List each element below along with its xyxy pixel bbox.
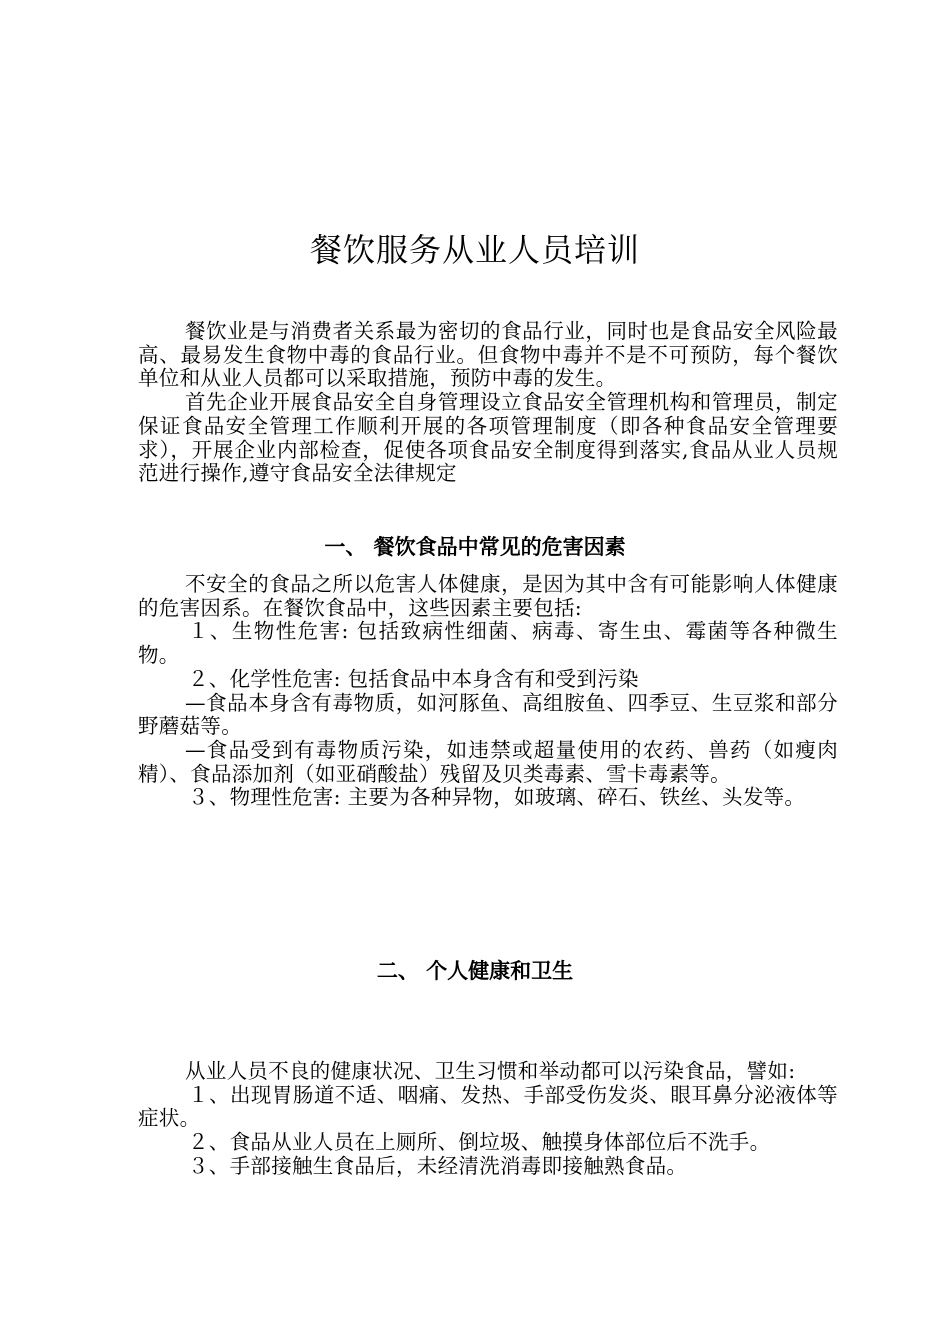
section-1-item-1: １、生物性危害: 包括致病性细菌、病毒、寄生虫、霉菌等各种微生物。 (138, 619, 838, 668)
section-1-paragraph: 不安全的食品之所以危害人体健康，是因为其中含有可能影响人体健康的危害因系。在餐饮食品中，这些因素主要包括: (138, 572, 838, 620)
section-2-item-1: １、出现胃肠道不适、咽痛、发热、手部受伤发炎、眼耳鼻分泌液体等症状。 (138, 1082, 838, 1131)
intro-paragraph-1: 餐饮业是与消费者关系最为密切的食品行业，同时也是食品安全风险最高、最易发生食物中毒的食品行业。但食物中毒并不是不可预防，每个餐饮单位和从业人员都可以采取措施，预防中毒的发生。 (138, 319, 838, 391)
section-1-body (138, 573, 838, 810)
section-2-paragraph: 从业人员不良的健康状况、卫生习惯和举动都可以污染食品，譬如: (185, 1059, 796, 1083)
section-1-item-2a: —食品本身含有毒物质，如河豚鱼、高组胺鱼、四季豆、生豆浆和部分野蘑菇等。 (138, 690, 838, 739)
document-title: 餐饮服务从业人员培训 (309, 231, 640, 269)
section-2-item-2: ２、食品从业人员在上厕所、倒垃圾、触摸身体部位后不洗手。 (188, 1130, 771, 1155)
intro-section (138, 320, 838, 486)
section-2-item-3: ３、手部接触生食品后，未经清洗消毒即接触熟食品。 (188, 1153, 688, 1178)
section-2-body (138, 1060, 838, 1179)
section-1-item-3: ３、物理性危害: 主要为各种异物，如玻璃、碎石、铁丝、头发等。 (188, 785, 806, 810)
section-1-heading: 一、 餐饮食品中常见的危害因素 (324, 534, 626, 559)
intro-paragraph-2: 首先企业开展食品安全自身管理设立食品安全管理机构和管理员，制定保证食品安全管理工作顺利开展的各项管理制度（即各种食品安全管理要求），开展企业内部检查，促使各项食品安全制度得到落实,食品从业人员规范进行操作,遵守食品安全法律规定 (138, 390, 838, 486)
section-1-item-2: ２、化学性危害: 包括食品中本身含有和受到污染 (188, 666, 639, 691)
section-1-item-2b: —食品受到有毒物质污染，如违禁或超量使用的农药、兽药（如瘦肉精）、食品添加剂（如亚硝酸盐）残留及贝类毒素、雪卡毒素等。 (138, 737, 838, 786)
section-2-heading: 二、 个人健康和卫生 (376, 958, 574, 983)
